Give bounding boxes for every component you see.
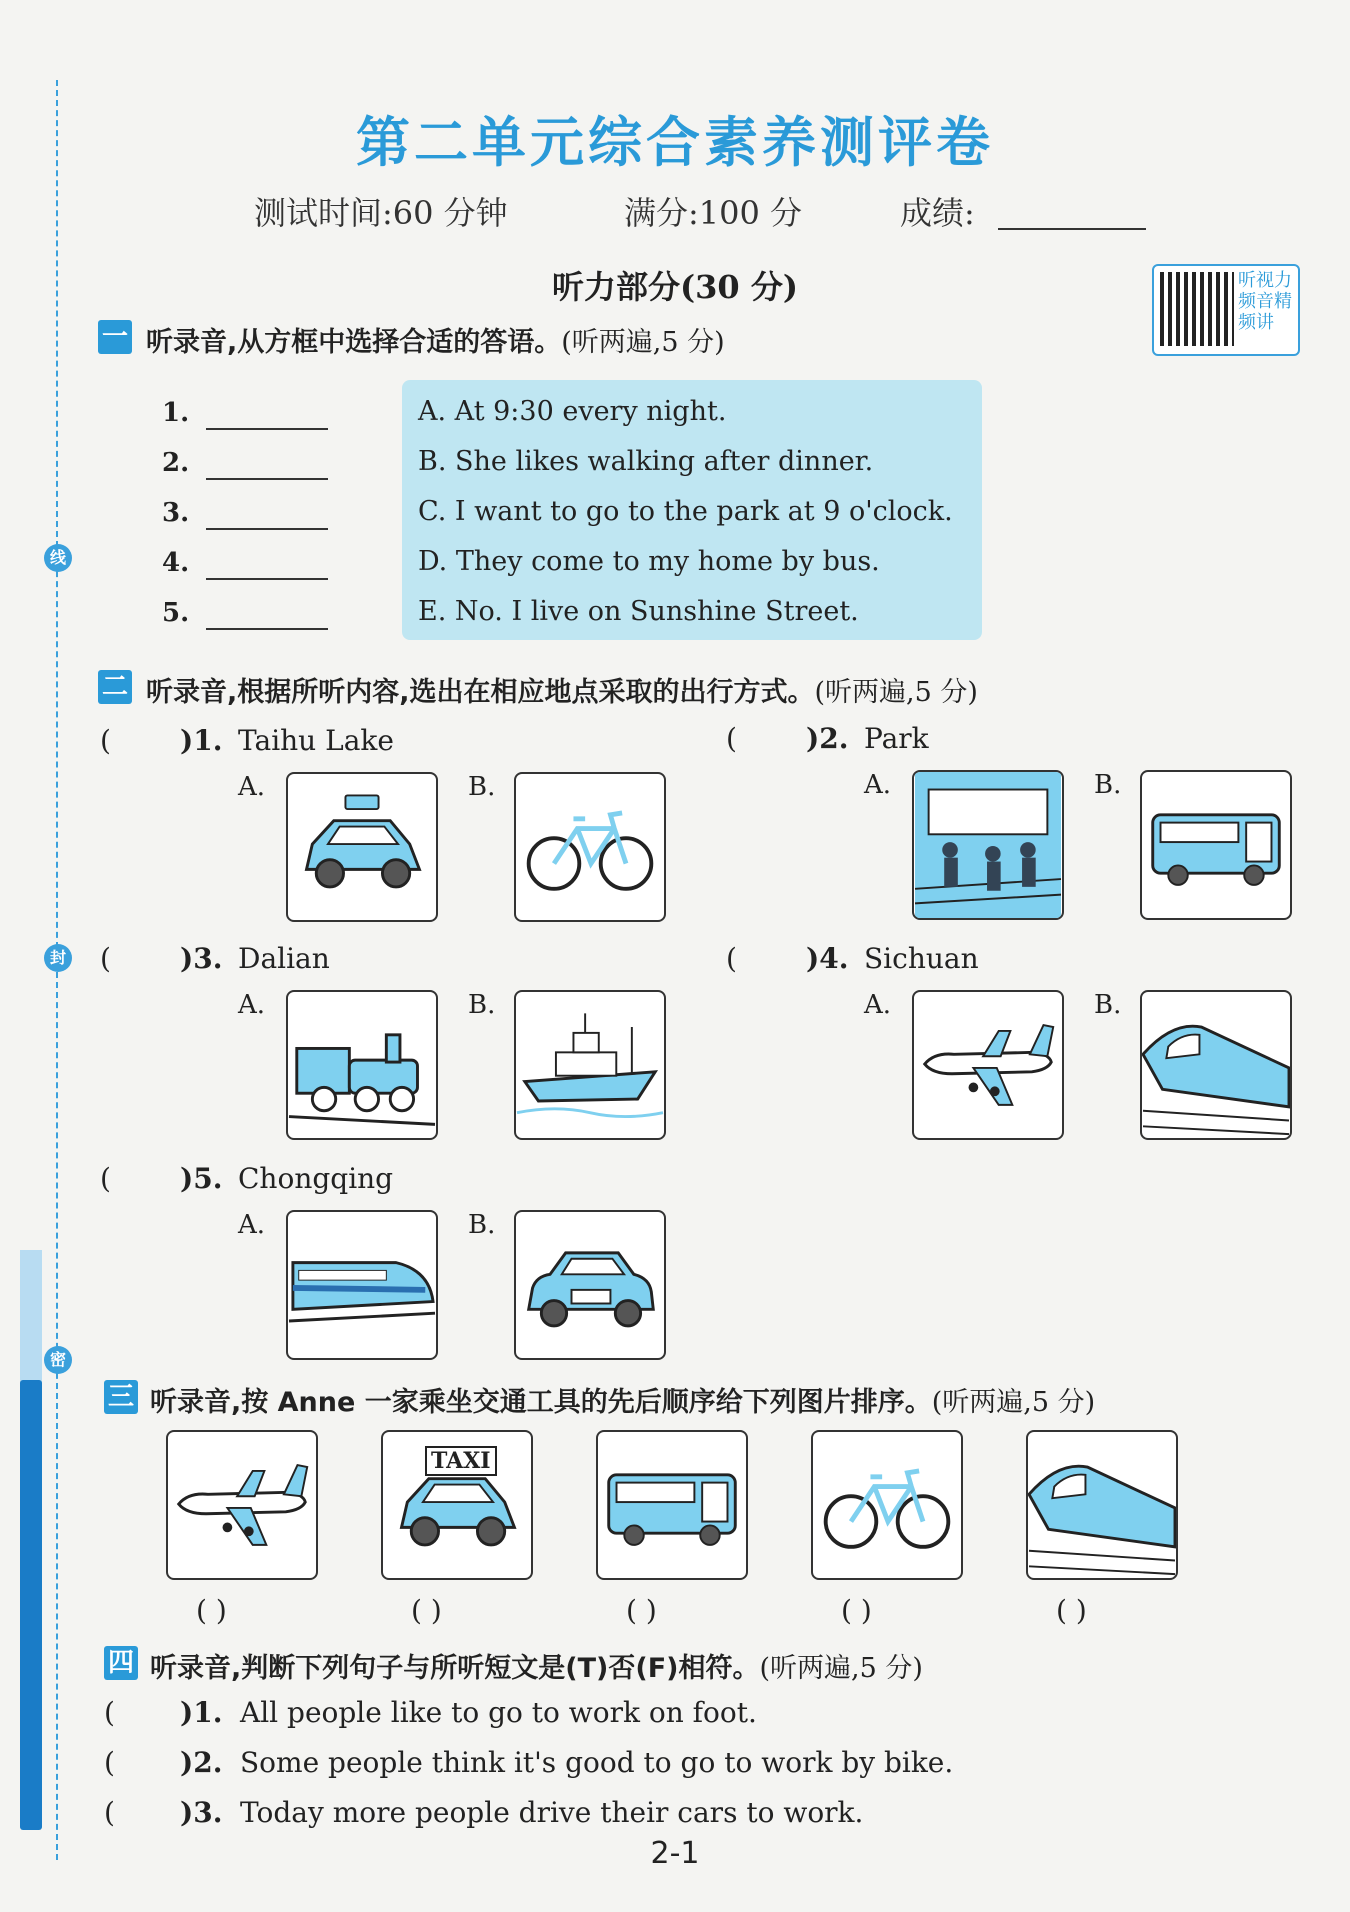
section-2-title: 听录音,根据所听内容,选出在相应地点采取的出行方式。(听两遍,5 分) bbox=[146, 677, 978, 708]
place-name: Dalian bbox=[238, 942, 330, 975]
page-number: 2-1 bbox=[650, 1836, 700, 1871]
bullet-train-icon bbox=[288, 1343, 436, 1360]
option-a-picture[interactable] bbox=[286, 990, 438, 1140]
option-b-picture[interactable] bbox=[514, 772, 666, 922]
option-a-picture[interactable] bbox=[286, 1210, 438, 1360]
option-b-picture[interactable] bbox=[514, 1210, 666, 1360]
section-1-title: 听录音,从方框中选择合适的答语。(听两遍,5 分) bbox=[146, 327, 725, 358]
question-number: 2. bbox=[162, 448, 190, 478]
answer-option: E. No. I live on Sunshine Street. bbox=[418, 596, 859, 627]
steam-train-icon bbox=[288, 1123, 436, 1140]
section-2-number: 二 bbox=[98, 670, 132, 704]
subway-station-icon bbox=[914, 903, 1062, 920]
place-name: Park bbox=[864, 722, 929, 755]
answer-paren-open[interactable]: ( bbox=[100, 942, 111, 975]
listening-part-title: 听力部分(30 分) bbox=[552, 268, 798, 306]
qr-label: 听视力频音精频讲 bbox=[1238, 270, 1292, 333]
order-blank[interactable]: ( ) bbox=[841, 1594, 872, 1627]
bus-icon bbox=[598, 1563, 746, 1580]
score-blank[interactable] bbox=[998, 228, 1146, 230]
question-label: )2. bbox=[180, 1746, 223, 1779]
margin-mark-seal: 封 bbox=[44, 944, 72, 972]
order-blank[interactable]: ( ) bbox=[196, 1594, 227, 1627]
answer-blank[interactable] bbox=[206, 578, 328, 580]
answer-option: A. At 9:30 every night. bbox=[418, 396, 727, 427]
order-picture[interactable] bbox=[381, 1430, 533, 1580]
answer-paren-open[interactable]: ( bbox=[104, 1696, 115, 1729]
section-3-number: 三 bbox=[104, 1380, 138, 1414]
section-4-number: 四 bbox=[104, 1646, 138, 1680]
answer-blank[interactable] bbox=[206, 428, 328, 430]
question-number: 4. bbox=[162, 548, 190, 578]
answer-option: B. She likes walking after dinner. bbox=[418, 446, 874, 477]
section-4-title: 听录音,判断下列句子与所听短文是(T)否(F)相符。(听两遍,5 分) bbox=[150, 1653, 923, 1684]
score-label: 成绩: bbox=[900, 194, 975, 232]
margin-mark-bind: 密 bbox=[44, 1346, 72, 1374]
taxi-icon bbox=[288, 905, 436, 922]
option-a-picture[interactable] bbox=[912, 770, 1064, 920]
answer-blank[interactable] bbox=[206, 478, 328, 480]
place-name: Sichuan bbox=[864, 942, 979, 975]
question-number: 5. bbox=[162, 598, 190, 628]
order-picture[interactable] bbox=[596, 1430, 748, 1580]
order-blank[interactable]: ( ) bbox=[411, 1594, 442, 1627]
car-icon bbox=[516, 1343, 664, 1360]
place-name: Taihu Lake bbox=[238, 724, 394, 757]
option-b-picture[interactable] bbox=[514, 990, 666, 1140]
high-speed-train-icon bbox=[1028, 1563, 1176, 1580]
section-1-number: 一 bbox=[98, 320, 132, 354]
option-b-label: B. bbox=[1094, 990, 1122, 1020]
order-picture[interactable] bbox=[1026, 1430, 1178, 1580]
qr-code-panel[interactable] bbox=[1152, 264, 1300, 356]
side-decoration bbox=[20, 1250, 42, 1390]
bicycle-icon bbox=[516, 905, 664, 922]
ship-icon bbox=[516, 1123, 664, 1140]
option-b-label: B. bbox=[468, 990, 496, 1020]
option-b-label: B. bbox=[468, 1210, 496, 1240]
answer-option: D. They come to my home by bus. bbox=[418, 546, 880, 577]
option-b-picture[interactable] bbox=[1140, 770, 1292, 920]
option-b-label: B. bbox=[468, 772, 496, 802]
option-a-label: A. bbox=[864, 770, 892, 800]
side-brand-bar bbox=[20, 1380, 42, 1830]
option-a-label: A. bbox=[864, 990, 892, 1020]
question-label: )5. bbox=[180, 1162, 223, 1195]
option-b-picture[interactable] bbox=[1140, 990, 1292, 1140]
question-label: )1. bbox=[180, 1696, 223, 1729]
answer-paren-open[interactable]: ( bbox=[104, 1796, 115, 1829]
option-a-label: A. bbox=[238, 1210, 266, 1240]
option-a-label: A. bbox=[238, 772, 266, 802]
statement-text: Today more people drive their cars to work. bbox=[240, 1796, 864, 1829]
answer-paren-open[interactable]: ( bbox=[100, 1162, 111, 1195]
statement-text: All people like to go to work on foot. bbox=[240, 1696, 757, 1729]
question-label: )1. bbox=[180, 724, 223, 757]
question-label: )2. bbox=[806, 722, 849, 755]
page-title: 第二单元综合素养测评卷 bbox=[356, 110, 994, 174]
place-name: Chongqing bbox=[238, 1162, 394, 1195]
question-number: 1. bbox=[162, 398, 190, 428]
test-time: 测试时间:60 分钟 bbox=[254, 194, 508, 232]
question-label: )3. bbox=[180, 942, 223, 975]
high-speed-train-icon bbox=[1142, 1123, 1290, 1140]
answer-blank[interactable] bbox=[206, 628, 328, 630]
order-picture[interactable] bbox=[166, 1430, 318, 1580]
plane-icon bbox=[168, 1563, 316, 1580]
question-number: 3. bbox=[162, 498, 190, 528]
answer-paren-open[interactable]: ( bbox=[726, 942, 737, 975]
taxi-sign: TAXI bbox=[425, 1446, 497, 1476]
option-a-picture[interactable] bbox=[912, 990, 1064, 1140]
bus-icon bbox=[1142, 903, 1290, 920]
answer-option: C. I want to go to the park at 9 o'clock. bbox=[418, 496, 953, 527]
answer-blank[interactable] bbox=[206, 528, 328, 530]
qr-code-icon[interactable] bbox=[1160, 272, 1234, 346]
full-score: 满分:100 分 bbox=[624, 194, 803, 232]
option-a-picture[interactable] bbox=[286, 772, 438, 922]
statement-text: Some people think it's good to go to work by bike. bbox=[240, 1746, 954, 1779]
question-label: )4. bbox=[806, 942, 849, 975]
question-label: )3. bbox=[180, 1796, 223, 1829]
order-blank[interactable]: ( ) bbox=[626, 1594, 657, 1627]
bicycle-icon bbox=[813, 1563, 961, 1580]
order-blank[interactable]: ( ) bbox=[1056, 1594, 1087, 1627]
answer-paren-open[interactable]: ( bbox=[104, 1746, 115, 1779]
plane-icon bbox=[914, 1123, 1062, 1140]
taxi-icon bbox=[383, 1563, 531, 1580]
margin-mark-line: 线 bbox=[44, 544, 72, 572]
section-3-title: 听录音,按 Anne 一家乘坐交通工具的先后顺序给下列图片排序。(听两遍,5 分) bbox=[150, 1387, 1096, 1418]
answer-paren-open[interactable]: ( bbox=[100, 724, 111, 757]
order-picture[interactable] bbox=[811, 1430, 963, 1580]
option-a-label: A. bbox=[238, 990, 266, 1020]
option-b-label: B. bbox=[1094, 770, 1122, 800]
answer-paren-open[interactable]: ( bbox=[726, 722, 737, 755]
